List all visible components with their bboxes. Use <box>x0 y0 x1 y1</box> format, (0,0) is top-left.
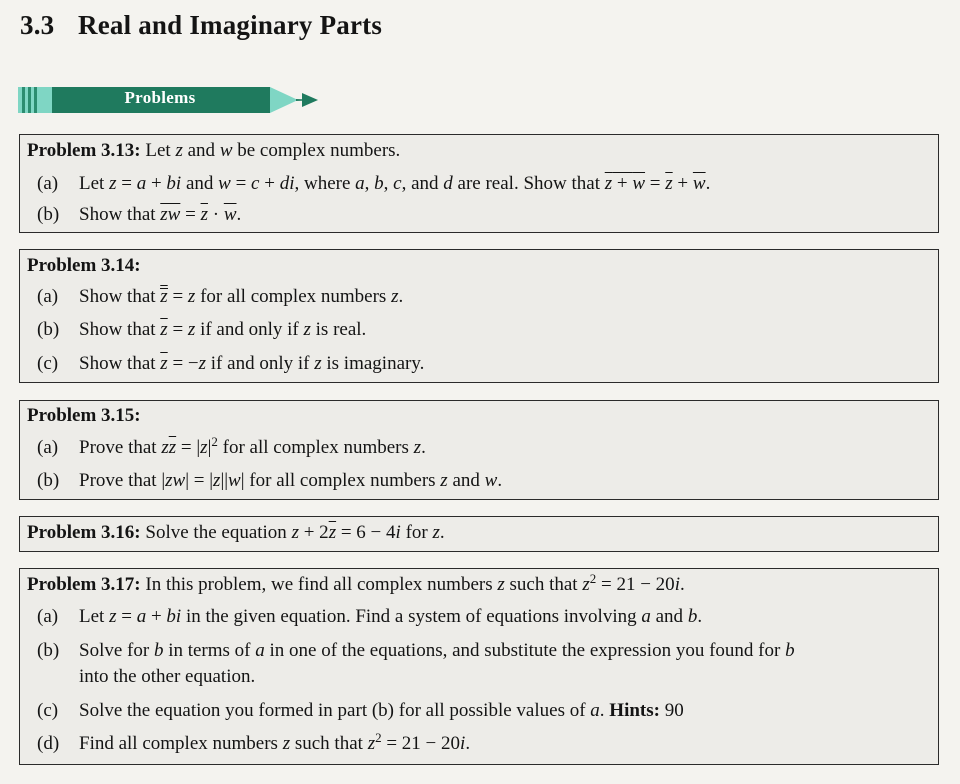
part-label: (c) <box>37 353 59 374</box>
part-label: (b) <box>37 470 60 491</box>
part-label: (b) <box>37 640 60 661</box>
part-label: (c) <box>37 700 59 721</box>
problem-id: Problem 3.13: <box>27 140 141 161</box>
problem-part: (a) Let z = a + bi and w = c + di, where a, b, c, and d are real. Show that $z + w = \overline{z} + \overline{w}$. <box>37 173 711 194</box>
part-label: (a) <box>37 286 59 307</box>
section-number: 3.3 <box>20 10 55 40</box>
problem-part: (a) Prove that $z\overline{z} = |z|^2$ for all complex numbers z. <box>37 434 426 458</box>
part-label: (b) <box>37 204 60 225</box>
part-label: (a) <box>37 173 59 194</box>
problem-statement: Problem 3.16: Solve the equation $z + 2\overline{z} = 6 - 4i$ for z. <box>27 522 445 543</box>
part-label: (a) <box>37 437 59 458</box>
section-heading <box>20 10 382 41</box>
problem-part: (b) Solve for b in terms of a in one of the equations, and substitute the expression you found for b <box>37 640 795 661</box>
hints-label: Hints: <box>609 700 660 721</box>
problem-box-3-13 <box>19 134 939 233</box>
problem-box-3-15 <box>19 400 939 500</box>
part-label: (d) <box>37 733 60 754</box>
problem-statement <box>27 140 400 162</box>
problems-banner-label: Problems <box>124 88 196 107</box>
problem-id: Problem 3.14: <box>27 255 141 276</box>
problem-statement: Problem 3.17: In this problem, we find all complex numbers z such that $z^2 = 21 - 20i$. <box>27 571 685 595</box>
problem-part: (a) Show that $\overline{z} = z$ for all complex numbers z. <box>37 286 404 307</box>
problem-id: Problem 3.17: <box>27 574 141 595</box>
problem-part: (d) Find all complex numbers z such that $z^2 = 21 - 20i$. <box>37 730 471 754</box>
problem-part-continuation: into the other equation. <box>79 666 256 687</box>
problem-part: (b) Prove that |zw| = |z||w| for all complex numbers z and w. <box>37 470 503 491</box>
problem-box-3-17 <box>19 568 939 765</box>
problem-part: (b) Show that $\overline{zw} = \overline{z} \cdot \overline{w}$. <box>37 204 242 225</box>
problem-part: (b) Show that $\overline{z} = z$ if and only if z is real. <box>37 319 367 340</box>
problem-statement-render: Let z and w be complex numbers. <box>145 140 401 161</box>
problem-box-3-14 <box>19 249 939 383</box>
section-title: Real and Imaginary Parts <box>78 10 383 40</box>
part-label: (b) <box>37 319 60 340</box>
problem-id: Problem 3.15: <box>27 405 141 426</box>
problem-part: (c) Show that $\overline{z} = -z$ if and only if z is imaginary. <box>37 353 425 374</box>
hints-value[interactable]: 90 <box>664 700 684 721</box>
problem-id: Problem 3.16: <box>27 522 141 543</box>
problem-box-3-16 <box>19 516 939 552</box>
problem-part: (c) Solve the equation you formed in part (b) for all possible values of a. Hints: 90 <box>37 700 684 721</box>
problem-statement <box>27 405 141 427</box>
problem-part: (a) Let z = a + bi in the given equation. Find a system of equations involving a and b. <box>37 606 703 627</box>
problem-statement <box>27 255 141 277</box>
part-label: (a) <box>37 606 59 627</box>
